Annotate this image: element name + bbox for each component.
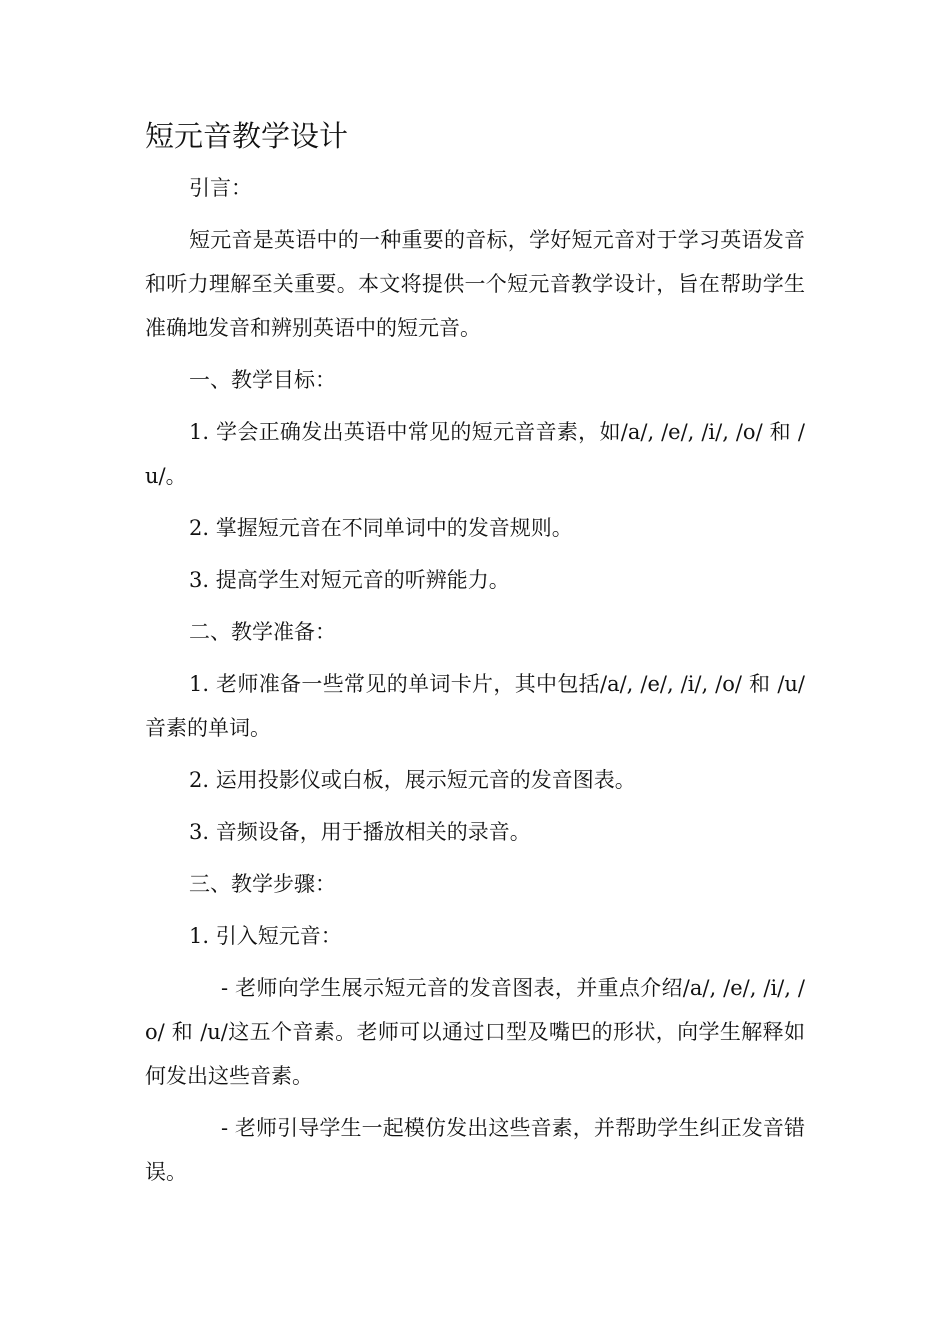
section-heading-goals: 一、教学目标： xyxy=(189,368,336,392)
document-title: 短元音教学设计 xyxy=(145,119,349,153)
document-body xyxy=(145,166,805,1202)
section-heading-steps: 三、教学步骤： xyxy=(189,872,336,896)
step-subitem-2: - 老师引导学生一起模仿发出这些音素，并帮助学生纠正发音错误。 xyxy=(145,1116,805,1184)
preparation-item-1: 1. 老师准备一些常见的单词卡片，其中包括/a/, /e/, /i/, /o/ 和 /u/ 音素的单词。 xyxy=(145,672,805,740)
goal-item-2: 2. 掌握短元音在不同单词中的发音规则。 xyxy=(189,516,573,540)
preparation-item-2: 2. 运用投影仪或白板，展示短元音的发音图表。 xyxy=(189,768,636,792)
goal-item-3: 3. 提高学生对短元音的听辨能力。 xyxy=(189,568,510,592)
step-item-1: 1. 引入短元音： xyxy=(189,924,342,948)
goal-item-1: 1. 学会正确发出英语中常见的短元音音素，如/a/, /e/, /i/, /o/ 和 /u/。 xyxy=(145,420,805,488)
preparation-item-3: 3. 音频设备，用于播放相关的录音。 xyxy=(189,820,531,844)
paragraph-intro-text: 短元音是英语中的一种重要的音标，学好短元音对于学习英语发音和听力理解至关重要。本文将提供一个短元音教学设计，旨在帮助学生准确地发音和辨别英语中的短元音。 xyxy=(145,228,805,340)
paragraph-intro-heading: 引言： xyxy=(189,176,252,200)
section-heading-preparation: 二、教学准备： xyxy=(189,620,336,644)
step-subitem-1: - 老师向学生展示短元音的发音图表，并重点介绍/a/, /e/, /i/, /o/ 和 /u/这五个音素。老师可以通过口型及嘴巴的形状，向学生解释如何发出这些音素。 xyxy=(145,976,805,1088)
